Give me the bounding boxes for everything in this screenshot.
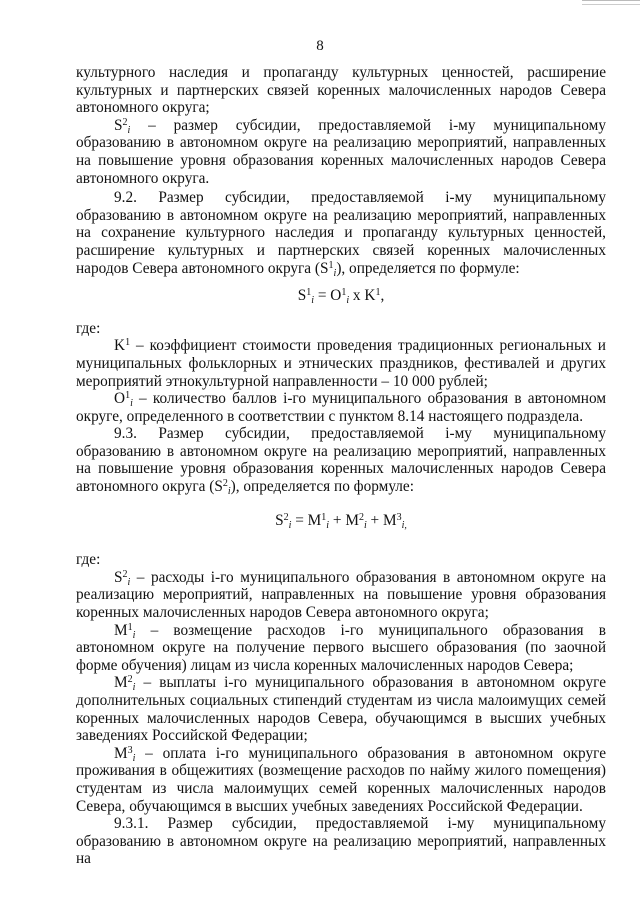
superscript: 1 bbox=[127, 621, 133, 633]
paragraph-definition-s2-expenses bbox=[76, 569, 606, 622]
superscript: 1 bbox=[125, 337, 131, 349]
symbol: S bbox=[114, 116, 123, 134]
superscript: 2 bbox=[283, 511, 289, 523]
formula-symbol: S bbox=[297, 287, 307, 305]
symbol: M bbox=[114, 674, 128, 692]
subscript: i bbox=[132, 682, 136, 694]
definition-text: – выплаты i-го муниципального образования в автономном округе дополнительных социальных стипендий студентам из числа малоимущих семей коренных малочисленных народов Севера, обучающимся в высших учебных заведениях Российской Федерации; bbox=[76, 674, 606, 745]
definition-text: – количество баллов i-го муниципального образования в автономном округе, определенного в соответствии с пунктом 8.14 настоящего подраздела. bbox=[76, 390, 606, 425]
subscript: i bbox=[130, 398, 133, 410]
paragraph-definition-m2 bbox=[76, 674, 606, 744]
scan-edge-mark bbox=[582, 0, 640, 5]
formula-part: + M bbox=[366, 511, 397, 529]
definition-text: – оплата i-го муниципального образования в автономном округе проживания в общежитиях (возмещение расходов по найму жилого помещения) студентам из числа малоимущих семей коренных малочисленных народов Севера, обучающимся в высших учебных заведениях Российской Федерации. bbox=[76, 744, 606, 815]
paragraph-text-end: ), определяется по формуле: bbox=[230, 478, 414, 496]
formula-part: + M bbox=[329, 511, 359, 529]
definition-text: – возмещение расходов i-го муниципального образования в автономном округе на получение первого высшего образования (по заочной форме обучения) лицам из числа коренных малочисленных народов Севера; bbox=[76, 621, 606, 674]
subscript: i bbox=[326, 519, 330, 531]
paragraph-definition-m1 bbox=[76, 622, 606, 675]
superscript: 2 bbox=[122, 116, 128, 128]
paragraph-definition-m3 bbox=[76, 745, 606, 815]
superscript: 1 bbox=[125, 390, 131, 402]
superscript: 2 bbox=[358, 511, 364, 523]
paragraph-continuation: культурного наследия и пропаганду культурных ценностей, расширение культурных и партнерских связей коренных малочисленных народов Севера автономного округа; bbox=[76, 64, 606, 117]
superscript: 2 bbox=[222, 478, 228, 490]
subscript: i bbox=[346, 295, 350, 307]
paragraph-9-2 bbox=[76, 189, 606, 277]
formula-part: x K bbox=[349, 287, 376, 305]
superscript: 1 bbox=[321, 511, 327, 523]
formula-s1 bbox=[76, 287, 606, 305]
document-body bbox=[76, 64, 606, 868]
subscript: i bbox=[311, 295, 314, 307]
subscript: i bbox=[132, 629, 136, 641]
definition-text: – расходы i-го муниципального образования в автономном округе на реализацию мероприятий, направленных на повышение уровня образования коренных малочисленных народов Севера автономного округа; bbox=[76, 568, 606, 622]
superscript: 2 bbox=[127, 674, 133, 686]
superscript: 1 bbox=[306, 287, 312, 299]
paragraph-definition-o1 bbox=[76, 390, 606, 425]
superscript: 3 bbox=[127, 744, 133, 756]
symbol: M bbox=[114, 744, 128, 762]
formula-symbol: S bbox=[275, 511, 284, 529]
paragraph-text: 9.2. Размер субсидии, предоставляемой i-му муниципальному образованию в автономном округе на реализацию мероприятий, направленных на сохранение культурного наследия и пропаганду культурных ценностей, расширение культурных и партнерских связей коренных малочисленных народов Севера автономного округа (S bbox=[76, 189, 606, 277]
symbol: O bbox=[114, 390, 126, 408]
formula-s2 bbox=[76, 512, 606, 530]
formula-part: = M bbox=[291, 511, 322, 529]
subscript: i bbox=[288, 519, 292, 531]
subscript: i bbox=[127, 124, 131, 136]
subscript: i bbox=[363, 519, 367, 531]
paragraph-definition-k1 bbox=[76, 337, 606, 390]
paragraph-text-end: ), определяется по формуле: bbox=[336, 259, 520, 277]
symbol: K bbox=[114, 337, 126, 355]
subscript: i bbox=[333, 267, 337, 279]
symbol: M bbox=[114, 621, 128, 639]
subscript: i bbox=[227, 486, 231, 498]
formula-part: , bbox=[380, 287, 385, 305]
superscript: 1 bbox=[328, 259, 334, 271]
symbol: S bbox=[114, 568, 123, 586]
where-label: где: bbox=[76, 319, 101, 337]
subscript: i bbox=[132, 752, 136, 764]
subscript: i, bbox=[401, 519, 407, 531]
page-number: 8 bbox=[316, 38, 324, 54]
superscript: 1 bbox=[375, 287, 381, 299]
subscript: i bbox=[127, 576, 131, 588]
superscript: 3 bbox=[396, 511, 402, 523]
paragraph-definition-s2 bbox=[76, 117, 606, 187]
definition-text: – коэффициент стоимости проведения традиционных региональных и муниципальных фольклорных и этнических праздников, фестивалей и других мероприятий этнокультурной направленности – 10 000 рублей; bbox=[76, 337, 606, 390]
paragraph-text: 9.3. Размер субсидии, предоставляемой i-му муниципальному образованию в автономном округе на реализацию мероприятий, направленных на повышение уровня образования коренных малочисленных народов Севера автономного округа (S bbox=[76, 425, 606, 496]
superscript: 2 bbox=[122, 568, 128, 580]
definition-text: – размер субсидии, предоставляемой i-му муниципальному образованию в автономном округе на реализацию мероприятий, направленных на повышение уровня образования коренных малочисленных народов Севера автономного округа. bbox=[76, 116, 606, 187]
where-label: где: bbox=[76, 551, 101, 569]
paragraph-9-3-1: 9.3.1. Размер субсидии, предоставляемой i-му муниципальному образованию в автономном округе на реализацию мероприятий, направленных на bbox=[76, 815, 606, 868]
superscript: 1 bbox=[341, 287, 347, 299]
formula-part: = O bbox=[314, 287, 342, 305]
paragraph-9-3 bbox=[76, 425, 606, 498]
